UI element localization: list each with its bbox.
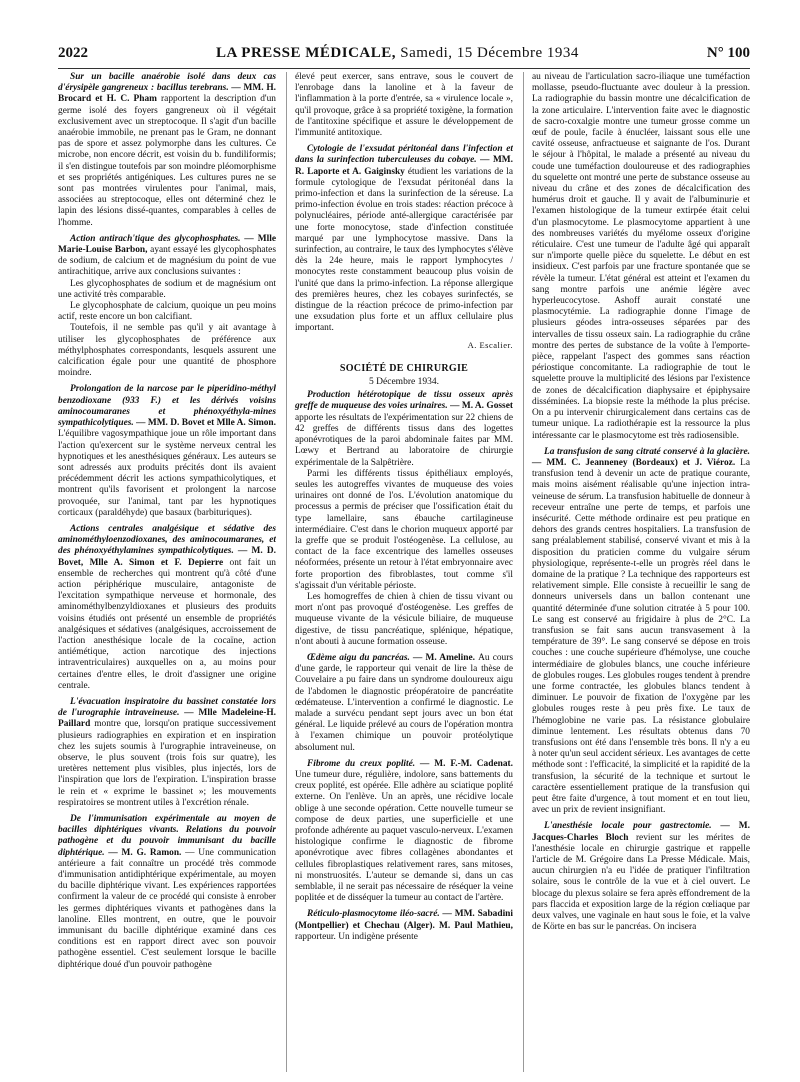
article-text: étudient les variations de la formule cytologique de l'exsudat péritonéal dans la primo-infection et dans la surinfection de la séreuse. La primo-infection évolue en trois stades: réaction précoce à polynucléaires, période anté-allergique caractérisée par une forte monocytose, stade d'infection constituée marqué par une lymphocytose massive. Dans la surinfection, au contraire, le taux des lymphocytes s'élève dès la 24e heure, mais le rapport lymphocytes / monocytes reste constamment beaucoup plus voisin de l'unité que dans la primo-infection. La réponse allergique des premières heures, chez les cobayes surinfectés, se distingue de la réaction précoce de primo-infection par une exsudation plus forte et un afflux cellulaire plus important. [295,166,513,334]
article-paragraph [532,447,750,817]
issue-number: N° 100 [706,44,750,61]
article-text: ont fait un ensemble de recherches qui montrent qu'à côté d'une action périphérique musculaire, antagoniste de l'excitation sympathique nerveuse et hormonale, des aminométhylbenzyldioxanes et plusieurs des produits voisins étudiés ont présenté un ensemble de propriétés analgésiques et sédatives (analgésiques, accroissement de l'action anesthésique locale de la cocaïne, action antiémétique, action narcotique des injections intraventriculaires) auxquelles on a, au moins pour certaines d'entre elles, le droit d'assigner une origine centrale. [58,557,276,691]
article-paragraph [58,384,276,518]
article-text: élevé peut exercer, sans entrave, sous le couvert de l'enrobage dans la lanoline et à la faveur de l'inflammation à la porte d'entrée, sa « virulence locale », qu'il provoque, grâce à sa propriété toxigène, la formation de l'antitoxine spécifique et assure le développement de l'immunité antitoxique. [295,72,513,139]
article-paragraph [58,323,276,379]
article-text: Une tumeur dure, régulière, indolore, sans battements du creux poplité, est opérée. Elle adhère au sciatique poplité externe. On l'enlève. Un an après, une récidive locale oblige à une seconde opération. Cette nouvelle tumeur se compose de deux parties, une superficielle et une profonde adhérente au paquet vasculo-nerveux. L'examen histologique confirme le diagnostic de fibrome aponévrotique avec fibres collagènes abondantes et cellules fibroplastiques relativement rares, sans mitoses, ni monstruosités. L'auteur se demande si, dans un cas semblable, il ne serait pas nécessaire de réséquer la veine poplitée et de disséquer la tumeur au contact de l'artère. [295,769,513,904]
article [58,72,276,229]
section-date: 5 Décembre 1934. [369,377,439,388]
article-authors: M. Jacques-Charles Bloch [532,821,750,843]
column-3 [523,72,750,1072]
article [532,447,750,817]
issue-date: Samedi, 15 Décembre 1934 [400,44,579,61]
article-authors: M. G. Ramon. [121,847,186,858]
journal-masthead [216,45,579,62]
article-title: Réticulo-plasmocytome iléo-sacré. — [307,909,455,920]
article [295,653,513,754]
article [58,814,276,971]
article-paragraph [295,144,513,334]
section-title: SOCIÉTÉ DE CHIRURGIE [339,362,469,374]
article-text: Parmi les différents tissus épithéliaux employés, seules les autogreffes vivantes de muqueuse des voies urinaires ont donné de l'os. L'évolution anatomique du processus a permis de préciser que l'ossification était du type lamellaire, sans ébauche cartilagineuse intermédiaire. C'est dans le chorion muqueux apporté par la greffe que se produit l'ostéogenèse. La cellulose, au contact de la face excentrique des lamelles osseuses néoformées, présente un retour à l'état embryonnaire avec forte proportion des fibroblastes, tout comme s'il s'agissait d'un véritable périoste. [295,468,513,591]
article-paragraph [532,821,750,933]
article-title: Œdème aigu du pancréas. — [307,652,426,663]
article-paragraph [295,469,513,592]
article-title: Actions centrales analgésique et sédative des aminométhyloenzodioxanes, des aminocoumaranes, et des phénoxyéthylamines sympathicolytiques. — [58,523,276,557]
journal-title: LA PRESSE MÉDICALE, [216,44,396,61]
article-title: La transfusion de sang citraté conservé à la glacière. — [532,446,750,468]
article-paragraph [58,279,276,301]
header-rule [58,68,750,69]
article-authors: Mlle Marie-Louise Barbon, [58,233,276,256]
article-paragraph [295,592,513,648]
article-paragraph [295,653,513,754]
article-paragraph [295,759,513,905]
article-title: Cytologie de l'exsudat péritonéal dans l'infection et dans la surinfection tuberculeuses du cobaye. — [295,144,513,166]
article-paragraph [58,301,276,323]
article-text: apporte les résultats de l'expérimentation sur 22 chiens de 42 greffes de différents tissus dans des logettes aponévrotiques de la paroi abdominale faites par MM. Lœwy et Bertrand au laboratoire de chirurgie expérimentale de la Salpêtrière. [295,412,513,468]
article [58,524,276,692]
article-text: revient sur les mérites de l'anesthésie locale en chirurgie gastrique et rappelle l'article de M. Grégoire dans La Presse Médicale. Mais, aucun chirurgien n'a eu l'idée de pratiquer l'infiltration solaire, sous le contrôle de la vue et à ciel ouvert. Le blocage du plexus solaire se fera après effondrement de la pars flaccida et exposition large de la région cœliaque par deux valves, une vaginale en haut sous le foie, et la valve de Körte en bas sur le pancréas. On incisera [532,832,750,933]
article-text: Toutefois, il ne semble pas qu'il y ait avantage à utiliser les glycophosphates de préférence aux méthylphosphates correspondants, lesquels assurent une calcification égale pour une quantité de phosphore moindre. [58,323,276,379]
page-header [58,40,750,66]
article-text: Le glycophosphate de calcium, quoique un peu moins actif, reste encore un bon calcifiant. [58,301,276,323]
article-authors: MM. Sabadini (Montpellier) et Chechau (Alger). M. Paul Mathieu, [295,909,513,931]
article-text: rapportent la description d'un germe isolé des foyers gangreneux où il végétait exclusivement avec un streptocoque. Il s'agit d'un bacille anaérobie immobile, ne prenant pas le Gram, ne donnant pas de spore et assez polymorphe dans les cultures. Ce microbe, non encore décrit, est voisin du b. fundiliformis; il s'en distingue toutefois par son moindre pléomorphisme et ses propriétés antigéniques. Les cultures pures ne se sont pas montrées virulentes pour l'animal, mais, associées au streptocoque, elles ont déterminé chez le lapin des lésions dissé-quantes, comparables à celles de l'homme. [58,94,276,228]
article [532,72,750,442]
author-signature: A. Escalier. [467,339,513,350]
article-paragraph [58,524,276,692]
article-text: ayant essayé les glycophosphates de sodium, de calcium et de magnésium du point de vue antirachitique, arrive aux conclusions suivantes : [58,245,276,278]
article [58,384,276,518]
article-authors: MM. H. Brocard et H. C. Pham [58,83,276,105]
article [295,72,513,139]
article-text: rapporteur. Un indigène présente [295,931,418,942]
article-paragraph [295,909,513,943]
article-paragraph [532,72,750,442]
article-authors: MM. C. Jeanneney (Bordeaux) et J. Viéroz. [546,457,741,468]
article-title: Action antirach'tique des glycophosphates. — [70,233,258,244]
column-1 [58,72,276,1072]
article-title: L'évacuation inspiratoire du bassinet constatée lors de l'urographie intraveineuse. — [58,696,276,719]
article-authors: Mlle Madeleine-H. Paillard [58,708,276,730]
article-authors: MM. D. Bovet et Mlle A. Simon. [147,418,276,429]
article-paragraph [58,697,276,809]
article [58,697,276,809]
article-authors: MM. R. Laporte et A. Gaiginsky [295,155,513,177]
article-text: Les homogreffes de chien à chien de tissu vivant ou mort n'ont pas provoqué d'ostéogenèse. Les greffes de muqueuse vivante de la vésicule biliaire, de muqueuse digestive, de tissu pancréatique, splénique, hépatique, n'ont abouti à aucune formation osseuse. [295,591,513,647]
article-title: Production hétérotopique de tissu osseux après greffe de muqueuse des voies urinaires. — [295,390,513,412]
article [295,390,513,648]
article-authors: M. D. Bovet, Mlle A. Simon et F. Depierre [58,546,276,568]
article-text: L'équilibre vagosympathique joue un rôle important dans l'action qu'exercent sur le système nerveux central les hypnotiques et les anesthésiques généraux. Les auteurs se sont adressés aux produits précités dont ils avaient précédemment décrit les actions sympathicolytiques, et montrent qu'ils favorisent et prolongent la narcose provoquée, sur l'animal, tant par les hypnotiques corticaux (paraldéhyde) que basaux (barbituriques). [58,429,276,518]
article-title: L'anesthésie locale pour gastrectomie. — [544,821,739,832]
article-title: Sur un bacille anaérobie isolé dans deux cas d'érysipèle gangreneux : bacillus terebrans. — [58,72,276,94]
article-text: Au cours d'une garde, le rapporteur qui venait de lire la thèse de Couvelaire a pu faire dans un syndrome douloureux aigu de l'abdomen le diagnostic préopératoire de pancréatite œdémateuse. L'intervention a confirmé le diagnostic. Le malade a survécu pendant sept jours avec un bon état général. Le liquide prélevé au cours de l'opération montra à l'examen chimique un pouvoir protéolytique absolument nul. [295,652,513,753]
article [295,909,513,943]
text-columns [58,72,750,1072]
article-paragraph [295,72,513,139]
article-paragraph [58,814,276,971]
article-text: Les glycophosphates de sodium et de magnésium ont une activité très comparable. [58,278,276,300]
article-text: La transfusion tend à devenir un acte de pratique courante, mais moins aisément réalisable qu'une injection intra-veineuse de sérum. La transfusion habituelle de donneur à receveur entraîne une perte de temps, et parfois une insécurité. Cette méthode ordinaire est peu pratique en dehors des grands centres hospitaliers. La transfusion de sang préalablement stabilisé, conservé vivant et mis à la disposition du praticien comme du vulgaire sérum physiologique, représente-t-elle un progrès réel dans le domaine de la pratique ? La technique des rapporteurs est relativement simple. Elle consiste à recueillir le sang de donneurs universels dans un ballon contenant une quantité déterminée d'une solution citratée à 5 pour 100. Le sang est conservé au frigidaire à plus de 2°C. La transfusion se fait sans aucun transvasement à la température de 39°. Le sang conservé se dépose en trois couches : une couche supérieure d'hémolyse, une couche intermédiaire de globules blancs, une couche inférieure de globules rouges. Les globules rouges tendent à prendre une forme contractée, les globules blancs tendent à diminuer. Le pouvoir de fixation de l'oxygène par les globules rouges reste à peu près fixe. Le taux de l'hémoglobine ne varie pas. La résistance globulaire diminue lentement. Les résultats obtenus dans 70 transfusions ont été dans l'ensemble très bons. Il n'y a eu à noter qu'un seul accident sérieux. Les avantages de cette méthode sont : l'efficacité, la simplicité et la rapidité de la transfusion, la sécurité de la technique et surtout le caractère essentiellement pratique de la transfusion qui peut être faite d'urgence, à tout moment et en tout lieu, avec un prix de revient insignifiant. [532,457,750,816]
article-authors: M. Ameline. [425,652,479,663]
article-paragraph [295,390,513,468]
article-title: Fibrome du creux poplité. — [307,758,435,769]
article [532,821,750,933]
page-number: 2022 [58,44,88,61]
article-text: montre que, lorsqu'on pratique successivement plusieurs radiographies en expiration et en inspiration chez les sujets soumis à l'urographie intraveineuse, on observe, le plus souvent (trois fois sur quatre), les uretères nettement plus visibles, plus injectés, lors de l'inspiration que lors de l'expiration. L'inspiration brasse le rein et « exprime le bassinet »; les mouvements respiratoires se montrent utiles à l'excrétion rénale. [58,719,276,808]
article-paragraph [58,234,276,279]
article-title: De l'immunisation expérimentale au moyen de bacilles diphtériques vivants. Relations du pouvoir pathogène et du pouvoir immunisant du bacille diphtérique. — [58,814,276,858]
section-heading [295,363,513,388]
article-text: — Une communication antérieure a fait connaître un procédé très commode d'immunisation antidiphtérique expérimentale, au moyen du bacille diphtérique vivant. Les expériences rapportées confirment la valeur de ce procédé qui consiste à enrober les germes diphtériques vivants et pathogènes dans la lanoline. Elles montrent, en outre, que le pouvoir immunisant du bacille diphtérique examiné dans ces conditions est en rapport direct avec son pouvoir pathogène essentiel. C'est seulement lorsque le bacille diphtérique doué d'un pouvoir pathogène [58,847,276,970]
column-2 [286,72,513,1072]
article-text: au niveau de l'articulation sacro-iliaque une tuméfaction mollasse, pseudo-fluctuante avec douleur à la pression. La radiographie du bassin montre une décalcification de la zone articulaire. L'intervention faite avec le diagnostic de sacro-coxalgie montre une tumeur grosse comme un œuf de poule, facile à énucléer, laissant sous elle une cavité osseuse, anfractueuse et saignante de l'os. Durant le séjour à l'hôpital, le malade a présenté au niveau du coude une tuméfaction douloureuse et des radiographies du squelette ont montré une perte de substance osseuse au niveau du crâne et des zones de décalcification des humérus droit et gauche. Il y avait de l'albuminurie et l'examen histologique de la tumeur extirpée était celui d'un plasmocytome. Le plasmocytome appartient à une des nombreuses variétés du myélome osseux d'origine réticulaire. C'est une tumeur de l'adulte âgé qui apparaît sur n'importe quelle pièce du squelette. Le début en est insidieux. C'est parfois par une fracture spontanée que se révèle la tumeur. L'état général est atteint et l'examen du sang montre parfois une anémie légère avec hyperleucocytose. Ashoff aurait constaté une plasmocytémie. La radiographie donne l'image de plusieurs géodes intra-osseuses séparées par des intervalles de tissu osseux sain. La radiographie du crâne montre des pertes de substance de la voûte à l'emporte-pièce, rappelant l'aspect des gommes sans réaction périostique concomitante. La radiographie de tout le squelette prouve la multiplicité des lésions par l'existence de zones de décalcification diaphysaire et épiphysaire disséminées. La biopsie reste la méthode la plus précise. On a pu intervenir chirurgicalement dans certains cas de tumeur unique. La radiothérapie est la ressource la plus intéressante car le plasmocytome est très radiosensible. [532,72,750,441]
article [295,144,513,334]
article-title: Prolongation de la narcose par le piperidino-méthyl benzodioxane (933 F.) et les dérivés voisins aminocoumaranes et phénoxyéthyla-mines sympathicolytiques. — [58,384,276,429]
article-authors: M. A. Gosset [461,401,513,412]
article-paragraph [58,72,276,229]
article [295,759,513,905]
article-authors: M. F.-M. Cadenat. [434,758,513,769]
article [58,234,276,380]
